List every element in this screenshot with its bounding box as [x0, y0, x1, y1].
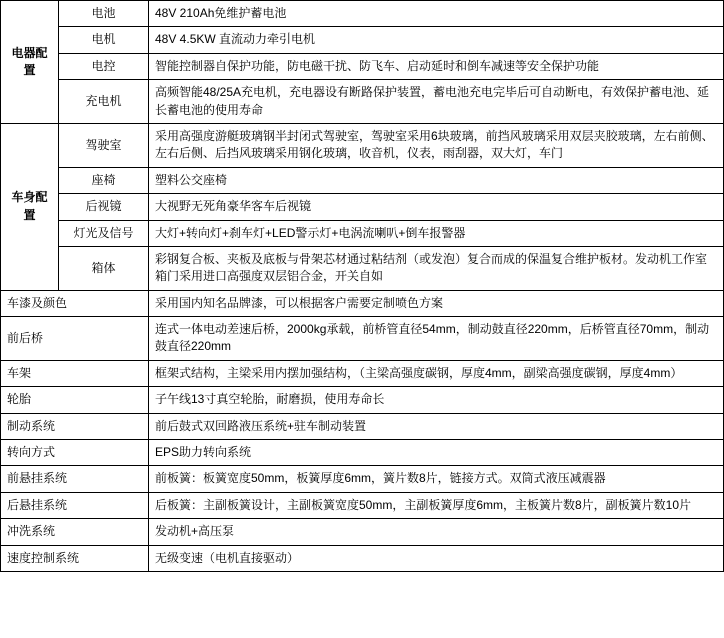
table-row — [1, 492, 724, 518]
table-row — [1, 413, 724, 439]
row-label-seat: 座椅 — [59, 167, 149, 193]
table-row — [1, 317, 724, 361]
row-label-speed-control: 速度控制系统 — [1, 545, 149, 571]
row-label-mirror: 后视镜 — [59, 194, 149, 220]
table-row — [1, 123, 724, 167]
row-label-axles: 前后桥 — [1, 317, 149, 361]
table-row — [1, 80, 724, 124]
row-value-front-suspension: 前板簧：板簧宽度50mm，板簧厚度6mm，簧片数8片，链接方式。双筒式液压减震器 — [149, 466, 724, 492]
table-row — [1, 194, 724, 220]
table-row — [1, 27, 724, 53]
row-label-motor: 电机 — [59, 27, 149, 53]
row-label-cab: 驾驶室 — [59, 123, 149, 167]
row-value-battery: 48V 210Ah免维护蓄电池 — [149, 1, 724, 27]
table-row — [1, 440, 724, 466]
row-value-seat: 塑料公交座椅 — [149, 167, 724, 193]
row-value-steering: EPS助力转向系统 — [149, 440, 724, 466]
table-row — [1, 466, 724, 492]
row-value-paint: 采用国内知名品牌漆，可以根据客户需要定制喷色方案 — [149, 290, 724, 316]
row-value-box: 彩钢复合板、夹板及底板与骨架芯材通过粘结剂（或发泡）复合而成的保温复合维护板材。发动机工作室箱门采用进口高强度双层铝合金，开关自如 — [149, 246, 724, 290]
row-value-charger: 高频智能48/25A充电机，充电器设有断路保护装置，蓄电池充电完毕后可自动断电，有效保护蓄电池、延长蓄电池的使用寿命 — [149, 80, 724, 124]
table-row — [1, 1, 724, 27]
table-row — [1, 387, 724, 413]
row-value-speed-control: 无级变速（电机直接驱动） — [149, 545, 724, 571]
row-value-washing-system: 发动机+高压泵 — [149, 519, 724, 545]
table-row — [1, 246, 724, 290]
table-row — [1, 167, 724, 193]
table-row — [1, 53, 724, 79]
table-row — [1, 545, 724, 571]
row-label-box: 箱体 — [59, 246, 149, 290]
row-value-brake-system: 前后鼓式双回路液压系统+驻车制动装置 — [149, 413, 724, 439]
row-label-charger: 充电机 — [59, 80, 149, 124]
row-label-washing-system: 冲洗系统 — [1, 519, 149, 545]
row-value-cab: 采用高强度游艇玻璃钢半封闭式驾驶室，驾驶室采用6块玻璃，前挡风玻璃采用双层夹胶玻璃，左右前侧、左右后侧、后挡风玻璃采用钢化玻璃，收音机，仪表，雨刮器，双大灯，车门 — [149, 123, 724, 167]
row-label-front-suspension: 前悬挂系统 — [1, 466, 149, 492]
row-label-paint: 车漆及颜色 — [1, 290, 149, 316]
row-label-steering: 转向方式 — [1, 440, 149, 466]
row-value-lighting: 大灯+转向灯+刹车灯+LED警示灯+电涡流喇叭+倒车报警器 — [149, 220, 724, 246]
row-value-frame: 框架式结构，主梁采用内摆加强结构，（主梁高强度碳钢，厚度4mm，副梁高强度碳钢，厚度4mm） — [149, 360, 724, 386]
table-row — [1, 519, 724, 545]
row-value-rear-suspension: 后板簧：主副板簧设计，主副板簧宽度50mm，主副板簧厚度6mm，主板簧片数8片，副板簧片数10片 — [149, 492, 724, 518]
group-label-body: 车身配置 — [1, 123, 59, 290]
row-label-rear-suspension: 后悬挂系统 — [1, 492, 149, 518]
row-label-frame: 车架 — [1, 360, 149, 386]
row-value-axles: 连式一体电动差速后桥，2000kg承载，前桥管直径54mm，制动鼓直径220mm，后桥管直径70mm，制动鼓直径220mm — [149, 317, 724, 361]
table-row — [1, 220, 724, 246]
row-label-battery: 电池 — [59, 1, 149, 27]
row-value-tires: 子午线13寸真空轮胎，耐磨损，使用寿命长 — [149, 387, 724, 413]
row-label-brake-system: 制动系统 — [1, 413, 149, 439]
table-row — [1, 290, 724, 316]
row-label-tires: 轮胎 — [1, 387, 149, 413]
row-value-mirror: 大视野无死角豪华客车后视镜 — [149, 194, 724, 220]
table-row — [1, 360, 724, 386]
row-label-lighting: 灯光及信号 — [59, 220, 149, 246]
group-label-electrical: 电器配置 — [1, 1, 59, 124]
row-value-motor: 48V 4.5KW 直流动力牵引电机 — [149, 27, 724, 53]
row-value-controller: 智能控制器自保护功能，防电磁干扰、防飞车、启动延时和倒车减速等安全保护功能 — [149, 53, 724, 79]
row-label-controller: 电控 — [59, 53, 149, 79]
